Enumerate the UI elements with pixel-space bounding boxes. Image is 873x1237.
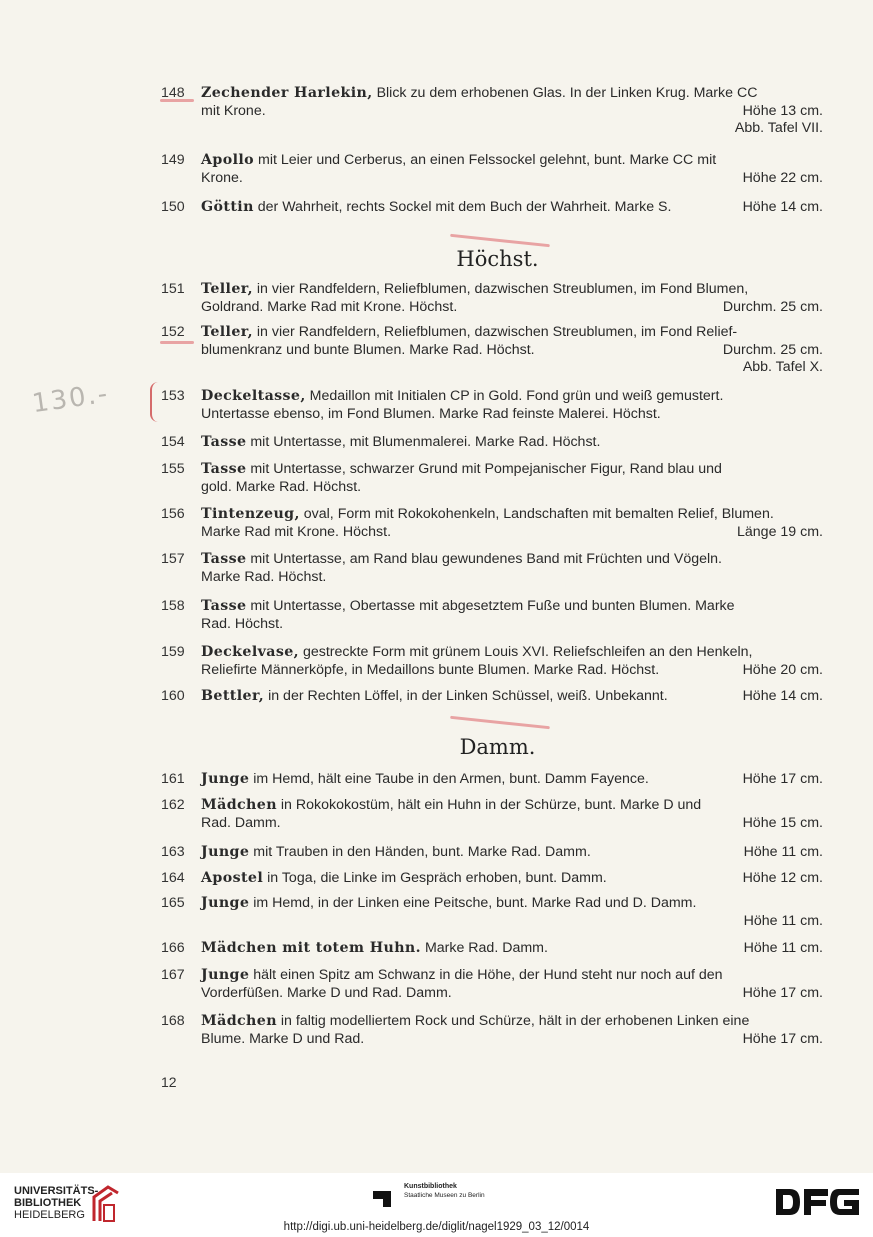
heidelberg-logo-icon [90,1183,122,1223]
entry-description: der Wahrheit, rechts Sockel mit dem Buch der Wahrheit. Marke S. [257,199,672,215]
entry-line [201,616,823,634]
catalogue-entry [161,434,823,452]
entry-measure: Länge 19 cm. [737,523,823,540]
entry-title: Tasse [201,598,247,614]
entry-measure [813,598,823,616]
page-number: 12 [161,1074,177,1090]
dfg-text: DFG [774,1187,777,1188]
entry-line [201,152,823,170]
entry-number: 149 [161,152,185,168]
entry-number: 156 [161,506,185,522]
entry-text [201,616,283,634]
entry-description: Blick zu dem erhobenen Glas. In der Linken Krug. Marke CC [376,85,758,101]
entry-line [201,662,823,680]
entry-measure [813,506,823,524]
entry-measure [813,797,823,815]
kunstbibliothek-logo-icon [371,1185,397,1209]
entry-number: 154 [161,434,185,450]
entry-description: Marke Rad. Damm. [424,940,548,956]
entry-body [201,388,823,423]
entry-number: 153 [161,388,185,404]
entry-measure: Höhe 14 cm. [742,688,823,704]
entry-number: 155 [161,461,185,477]
entry-description: mit Untertasse, am Rand blau gewundenes Band mit Früchten und Vögeln. [250,551,722,567]
entry-body [201,870,823,888]
entry-text [201,281,748,299]
entry-body [201,688,823,706]
uni-line-1: UNIVERSITÄTS- [14,1185,99,1197]
catalogue-entry [161,199,823,217]
entry-text [201,85,757,103]
entry-measure [813,152,823,170]
entry-text [201,1031,364,1049]
entry-measure: Höhe 20 cm. [742,661,823,678]
entry-measure: Höhe 11 cm. [743,912,823,929]
entry-line [201,844,823,862]
entry-body [201,324,823,377]
entry-description: Marke Rad. Höchst. [201,568,327,585]
entry-measure [813,479,823,497]
entry-number: 160 [161,688,185,704]
entry-text [201,940,548,958]
entry-title: Teller, [201,324,253,340]
section-heading-hoechst: Höchst. [456,247,539,271]
entry-title: Apostel [201,870,264,886]
section-heading-damm: Damm. [459,735,536,759]
entry-text [201,771,649,789]
entry-measure [813,551,823,569]
entry-line [201,985,823,1003]
entry-measure [813,569,823,587]
entry-description: in vier Randfeldern, Reliefblumen, dazwischen Streublumen, im Fond Blumen, [256,281,749,297]
entry-line [201,815,823,833]
entry-text [201,170,243,188]
entry-measure: Abb. Tafel X. [742,359,823,375]
entry-description: Vorderfüßen. Marke D und Rad. Damm. [201,984,452,1001]
entry-body [201,506,823,541]
entry-number: 164 [161,870,185,886]
entry-text [201,551,722,569]
entry-text [201,895,696,913]
entry-line [201,771,823,789]
entry-body [201,967,823,1002]
entry-text [201,967,723,985]
entry-measure [813,616,823,634]
entry-title: Mädchen mit totem Huhn. [201,940,421,956]
entry-text [201,569,326,587]
entry-text [201,870,607,888]
entry-measure: Höhe 11 cm. [743,940,823,956]
entry-text [201,797,701,815]
entry-number: 162 [161,797,185,813]
entry-text [201,461,722,479]
entry-measure: Höhe 15 cm. [742,814,823,831]
entry-description: mit Trauben in den Händen, bunt. Marke Rad. Damm. [253,844,591,860]
source-url[interactable]: http://digi.ub.uni-heidelberg.de/diglit/nagel1929_03_12/0014 [283,1221,590,1233]
entry-body [201,797,823,832]
entry-measure [813,967,823,985]
entry-line [201,644,823,662]
entry-description: oval, Form mit Rokokohenkeln, Landschaften mit bemalten Relief, Blumen. [303,506,774,522]
entry-text [201,506,774,524]
entry-body [201,644,823,679]
entry-number: 165 [161,895,185,911]
entry-description: Untertasse ebenso, im Fond Blumen. Marke Rad feinste Malerei. Höchst. [201,405,661,422]
entry-description: Rad. Höchst. [201,615,284,632]
entry-line [201,299,823,317]
entry-description: in vier Randfeldern, Reliefblumen, dazwischen Streublumen, im Fond Relief- [256,324,738,340]
kunstbibliothek-label [404,1182,485,1200]
dfg-logo-icon [774,1187,862,1217]
catalogue-entry [161,324,823,377]
entry-description: mit Untertasse, mit Blumenmalerei. Marke Rad. Höchst. [250,434,601,450]
pencil-price-note: 130.- [30,378,111,420]
entry-body [201,434,823,452]
entry-line [201,461,823,479]
entry-number: 163 [161,844,185,860]
entry-measure: Höhe 17 cm. [742,984,823,1001]
entry-line [201,940,823,958]
entry-number: 157 [161,551,185,567]
entry-text [201,434,600,452]
entry-body [201,461,823,496]
entry-line [201,506,823,524]
red-pencil-mark [450,716,550,729]
entry-title: Teller, [201,281,253,297]
entry-text [201,662,659,680]
entry-line [201,170,823,188]
entry-measure: Höhe 14 cm. [742,199,823,215]
entry-line [201,524,823,542]
entry-measure [813,406,823,424]
catalogue-entry [161,771,823,789]
catalogue-entry [161,281,823,316]
entry-line [201,598,823,616]
entry-text [201,688,668,706]
entry-measure: Höhe 17 cm. [742,1030,823,1047]
entry-text [201,199,671,217]
uni-line-2: BIBLIOTHEK [14,1197,82,1209]
entry-text [201,324,737,342]
entry-text [201,299,457,317]
entry-body [201,551,823,586]
catalogue-entry [161,895,823,930]
catalogue-entry [161,644,823,679]
entry-description: Marke Rad mit Krone. Höchst. [201,523,392,540]
entry-title: Mädchen [201,1013,277,1029]
entry-measure [813,644,823,662]
entry-title: Tasse [201,461,247,477]
entry-line [201,342,823,360]
entry-description: blumenkranz und bunte Blumen. Marke Rad. Höchst. [201,341,535,358]
catalogue-entry [161,688,823,706]
entry-number: 150 [161,199,185,215]
entry-line [201,388,823,406]
entry-text [201,598,735,616]
catalogue-entry [161,85,823,138]
entry-measure: Höhe 13 cm. [742,102,823,119]
uni-line-3: HEIDELBERG [14,1209,85,1221]
entry-body [201,281,823,316]
entry-line [201,870,823,888]
entry-description: im Hemd, in der Linken eine Peitsche, bunt. Marke Rad und D. Damm. [253,895,697,911]
entry-line [201,967,823,985]
entry-description: Rad. Damm. [201,814,281,831]
entry-line [201,199,823,217]
entry-line [201,434,823,452]
entry-line [201,688,823,706]
entry-text [201,388,723,406]
entry-title: Apollo [201,152,255,168]
entry-line [201,85,823,103]
footer-bar [0,1173,873,1237]
entry-line [201,1031,823,1049]
entry-description: in Toga, die Linke im Gespräch erhoben, bunt. Damm. [267,870,607,886]
catalogue-entry [161,388,823,423]
entry-title: Zechender Harlekin, [201,85,373,101]
entry-text [201,406,661,424]
entry-number: 168 [161,1013,185,1029]
entry-line [201,479,823,497]
entry-description: im Hemd, hält eine Taube in den Armen, bunt. Damm Fayence. [253,771,649,787]
entry-title: Göttin [201,199,254,215]
kb-line-1: Kunstbibliothek [404,1183,457,1190]
entry-description: Medaillon mit Initialen CP in Gold. Fond grün und weiß gemustert. [309,388,724,404]
entry-number: 159 [161,644,185,660]
entry-text [201,479,361,497]
entry-text [201,1013,749,1031]
entry-title: Tasse [201,434,247,450]
entry-line [201,895,823,913]
entry-measure [813,461,823,479]
entry-description: Krone. [201,169,243,186]
entry-title: Deckelvase, [201,644,300,660]
entry-number: 148 [161,85,185,101]
entry-measure: Höhe 12 cm. [742,870,823,886]
entry-measure: Durchm. 25 cm. [722,341,823,358]
entry-text [201,342,535,360]
entry-text [201,844,591,862]
entry-title: Junge [201,967,250,983]
kb-line-2: Staatliche Museen zu Berlin [404,1192,485,1199]
entry-body [201,199,823,217]
catalogue-entry [161,551,823,586]
entry-measure: Höhe 22 cm. [742,169,823,186]
entry-measure: Durchm. 25 cm. [722,298,823,315]
entry-measure [813,281,823,299]
catalogue-entry [161,967,823,1002]
entry-title: Junge [201,844,250,860]
entry-body [201,940,823,958]
entry-measure [813,324,823,342]
entry-body [201,85,823,138]
catalogue-entry [161,598,823,633]
entry-title: Mädchen [201,797,277,813]
entry-title: Tintenzeug, [201,506,300,522]
red-bracket-mark [150,382,158,422]
entry-text [201,152,716,170]
entry-line [201,569,823,587]
university-library-label [14,1185,98,1221]
entry-measure: Höhe 17 cm. [742,771,823,787]
entry-line [201,797,823,815]
entry-measure: Abb. Tafel VII. [734,120,823,136]
entry-description: gestreckte Form mit grünem Louis XVI. Reliefschleifen an den Henkeln, [302,644,753,660]
entry-title: Bettler, [201,688,265,704]
entry-text [201,815,281,833]
catalogue-entry [161,797,823,832]
entry-measure [813,85,823,103]
red-pencil-mark [450,234,550,247]
entry-number: 152 [161,324,185,340]
entry-number: 167 [161,967,185,983]
entry-number: 166 [161,940,185,956]
entry-measure [813,1013,823,1031]
entry-description: mit Untertasse, Obertasse mit abgesetztem Fuße und bunten Blumen. Marke [250,598,735,614]
entry-description: mit Untertasse, schwarzer Grund mit Pompejanischer Figur, Rand blau und [250,461,722,477]
entry-title: Junge [201,771,250,787]
entry-measure [813,388,823,406]
entry-description: hält einen Spitz am Schwanz in die Höhe, der Hund steht nur noch auf den [253,967,723,983]
entry-title: Tasse [201,551,247,567]
entry-text [201,644,752,662]
entry-body [201,771,823,789]
entry-description: Goldrand. Marke Rad mit Krone. Höchst. [201,298,458,315]
entry-line [201,406,823,424]
catalogue-entry [161,940,823,958]
entry-body [201,895,823,930]
entry-line [201,120,823,138]
entry-text [201,524,391,542]
entry-number: 151 [161,281,185,297]
entry-title: Junge [201,895,250,911]
catalogue-entry [161,506,823,541]
entry-measure [813,434,823,452]
entry-line [201,1013,823,1031]
entry-description: gold. Marke Rad. Höchst. [201,478,362,495]
catalogue-entry [161,844,823,862]
entry-line [201,324,823,342]
entry-measure [813,895,823,913]
entry-measure: Höhe 11 cm. [743,844,823,860]
entry-description: in Rokokokostüm, hält ein Huhn in der Schürze, bunt. Marke D und [280,797,702,813]
entry-line [201,913,823,931]
entry-line [201,359,823,377]
entry-body [201,844,823,862]
entry-text [201,103,266,121]
entry-description: Reliefirte Männerköpfe, in Medaillons bunte Blumen. Marke Rad. Höchst. [201,661,660,678]
entry-description: Blume. Marke D und Rad. [201,1030,365,1047]
catalogue-entry [161,870,823,888]
entry-body [201,152,823,187]
entry-line [201,281,823,299]
entry-number: 158 [161,598,185,614]
catalogue-entry [161,1013,823,1048]
entry-description: mit Leier und Cerberus, an einen Felssockel gelehnt, bunt. Marke CC mit [258,152,717,168]
entry-description: mit Krone. [201,102,266,119]
entry-line [201,551,823,569]
entry-body [201,598,823,633]
entry-title: Deckeltasse, [201,388,306,404]
entry-text [201,985,452,1003]
entry-line [201,103,823,121]
entry-number: 161 [161,771,185,787]
entry-description: in faltig modelliertem Rock und Schürze, hält in der erhobenen Linken eine [280,1013,750,1029]
catalogue-entry [161,152,823,187]
catalogue-entry [161,461,823,496]
entry-body [201,1013,823,1048]
entry-description: in der Rechten Löffel, in der Linken Schüssel, weiß. Unbekannt. [268,688,668,704]
